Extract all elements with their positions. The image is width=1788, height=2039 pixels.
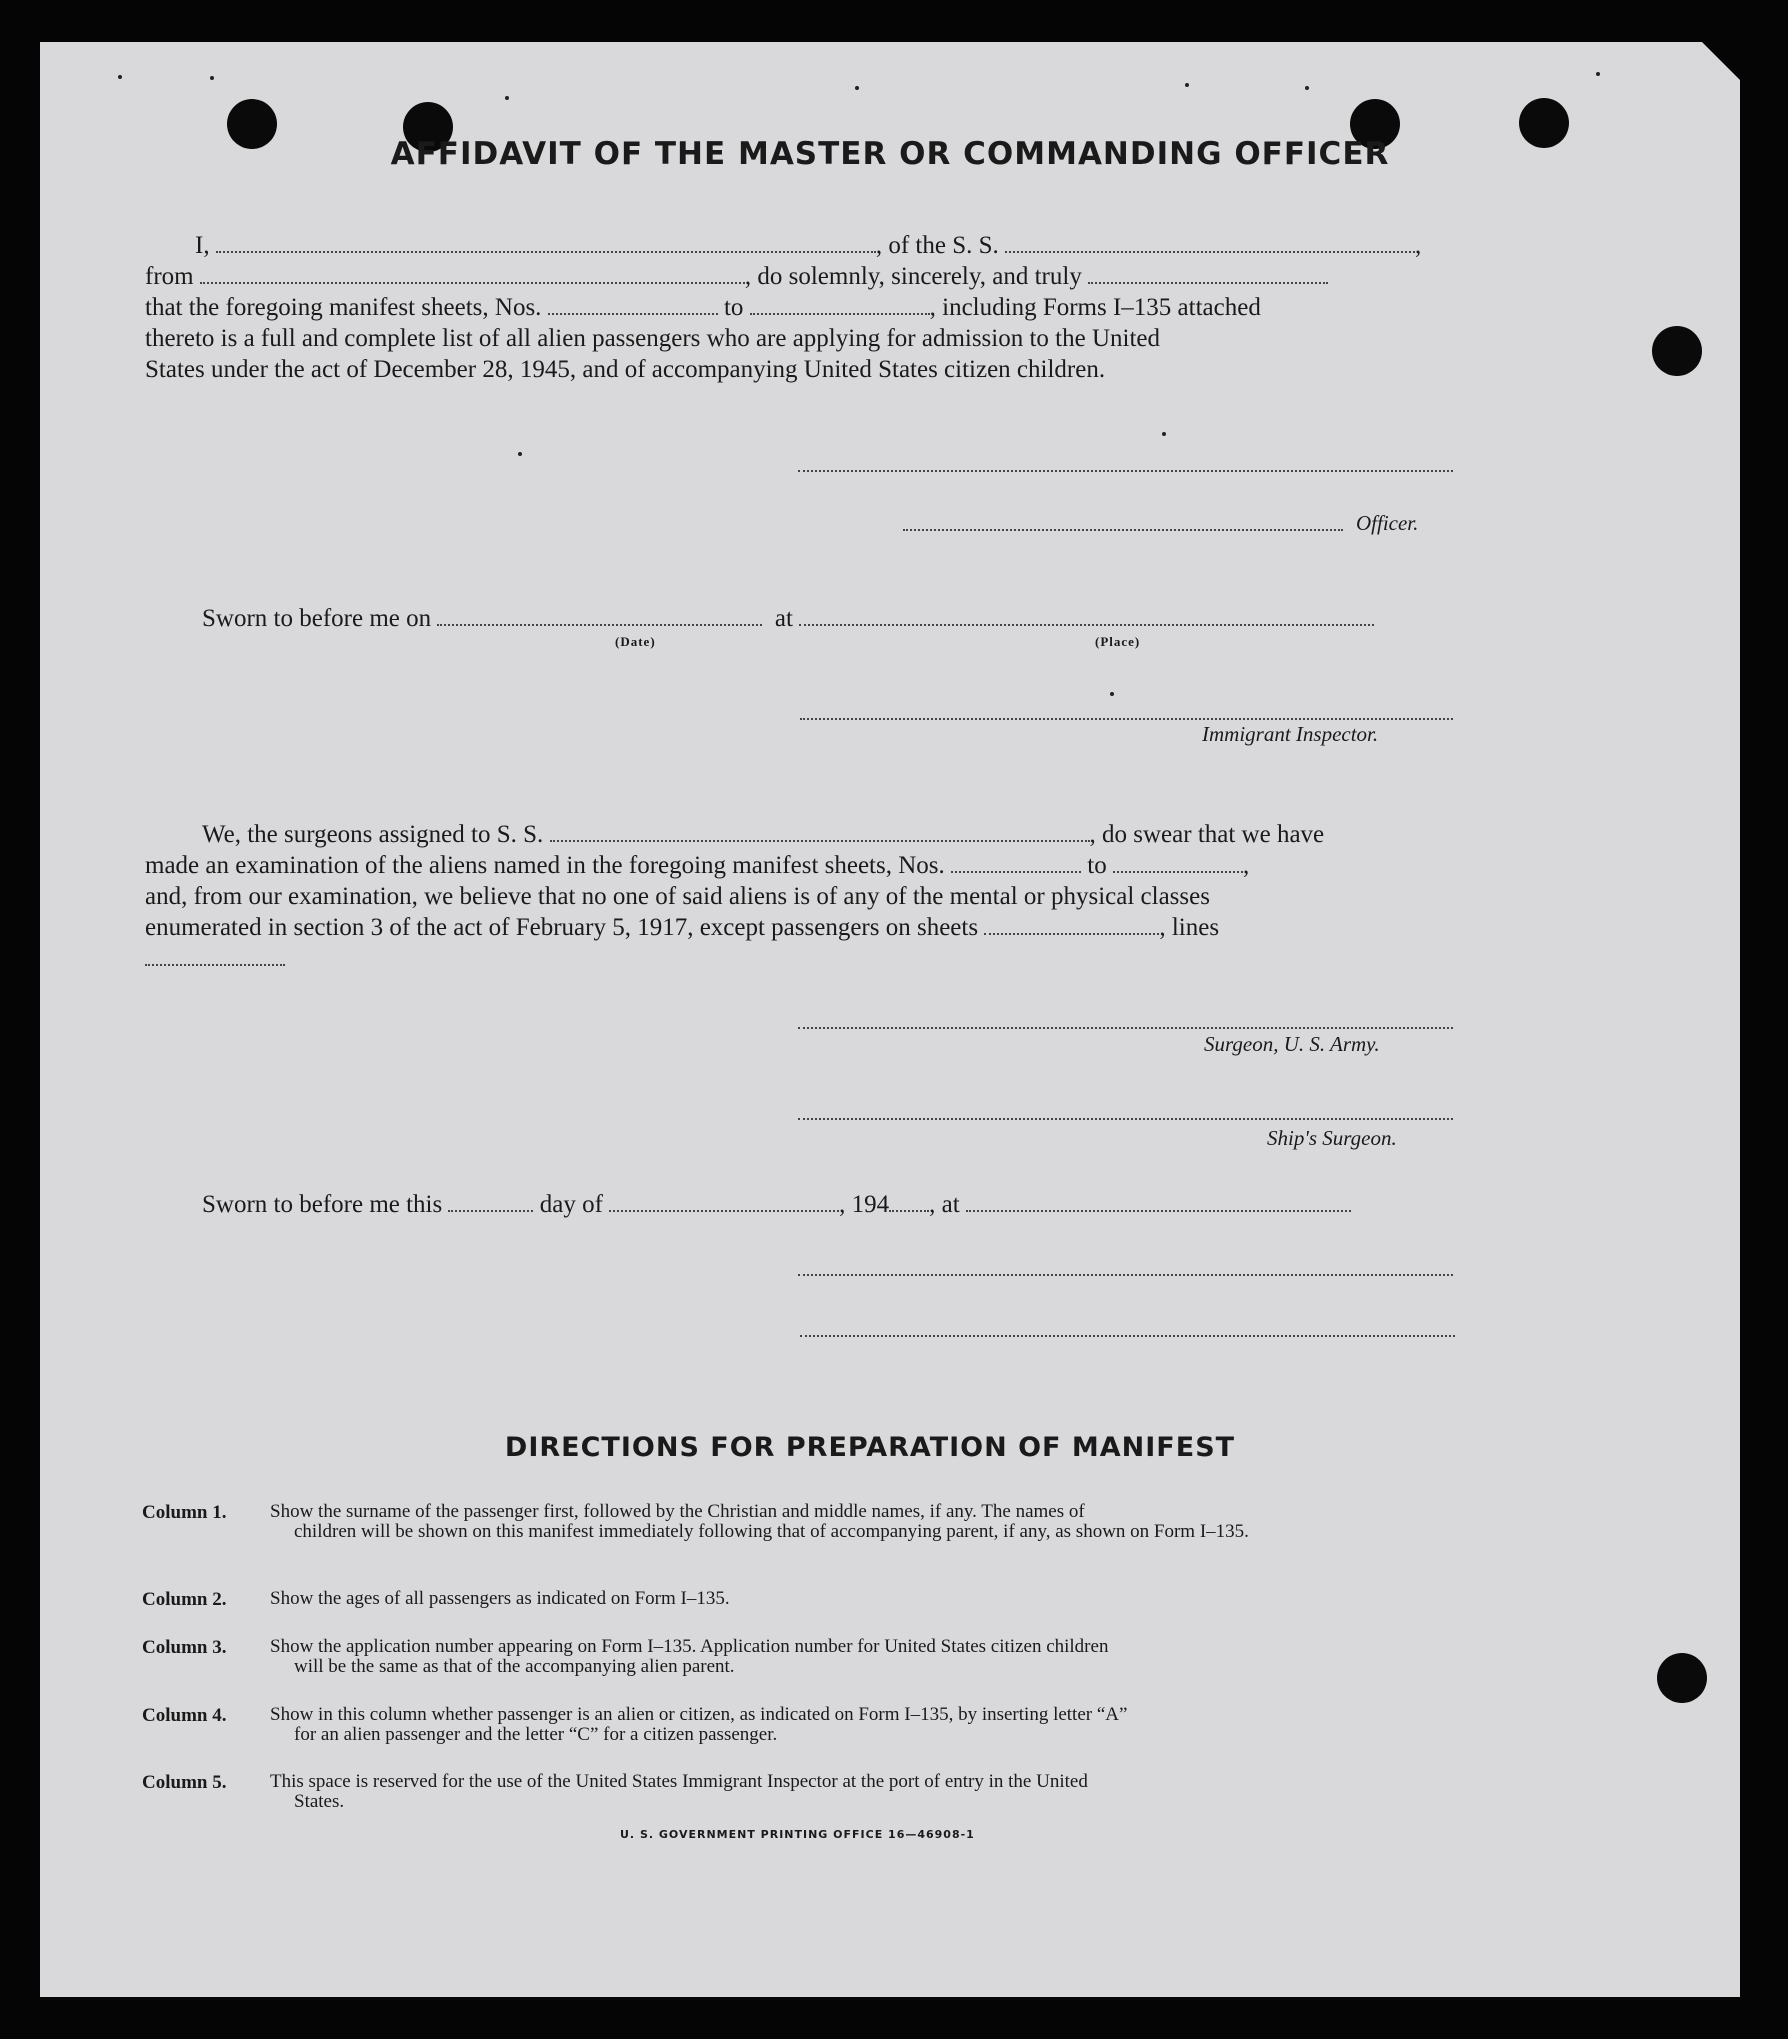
text-cont: for an alien passenger and the letter “C” for a citizen passenger. — [294, 1724, 778, 1745]
para2-line2 — [145, 851, 1249, 881]
text: day of — [539, 1191, 603, 1218]
master-signature-line[interactable] — [798, 470, 1453, 472]
exam-sheet-to-blank[interactable] — [1113, 855, 1243, 873]
text: Sworn to before me on — [202, 605, 432, 632]
speck — [518, 452, 522, 456]
sheet-to-blank[interactable] — [750, 297, 930, 315]
speck — [1185, 83, 1189, 87]
text: , do solemnly, sincerely, and truly — [744, 263, 1082, 290]
direction-label: Column 3. — [142, 1637, 227, 1658]
date-blank[interactable] — [437, 608, 762, 626]
speck — [855, 86, 859, 90]
direction-label: Column 4. — [142, 1705, 227, 1726]
ship-surgeon-label: Ship's Surgeon. — [1267, 1126, 1397, 1150]
direction-text — [270, 1705, 1454, 1745]
direction-text — [270, 1637, 1454, 1677]
sworn1-line — [202, 604, 1374, 634]
except-sheets-blank[interactable] — [984, 917, 1159, 935]
army-surgeon-label: Surgeon, U. S. Army. — [1204, 1032, 1380, 1056]
text: , at — [929, 1191, 960, 1218]
para1-line5: States under the act of December 28, 1945, and of accompanying United States citizen children. — [145, 356, 1106, 383]
surgeon-ship-blank[interactable] — [550, 824, 1090, 842]
text: to — [1087, 852, 1107, 879]
text: Show in this column whether passenger is an alien or citizen, as indicated on Form I–135, by inserting letter “A” — [270, 1704, 1128, 1725]
text: Show the surname of the passenger first, followed by the Christian and middle names, if any. The names of — [270, 1501, 1085, 1522]
text: to — [723, 294, 744, 321]
para2-line4 — [145, 913, 1219, 943]
ship-name-blank[interactable] — [1005, 235, 1415, 253]
inspector2-signature-line[interactable] — [798, 1274, 1453, 1276]
speck — [1596, 72, 1600, 76]
text: We, the surgeons assigned to S. S. — [202, 821, 544, 848]
speck — [1162, 432, 1166, 436]
punch-hole — [1652, 326, 1702, 376]
text: , — [1415, 232, 1422, 259]
day-blank[interactable] — [448, 1194, 533, 1212]
except-lines-blank[interactable] — [145, 964, 285, 966]
name-blank[interactable] — [216, 235, 876, 253]
printing-office-footer: U. S. GOVERNMENT PRINTING OFFICE 16—46908-1 — [620, 1828, 975, 1841]
sworn-place-blank[interactable] — [966, 1194, 1351, 1212]
form-page — [40, 42, 1740, 1997]
speck — [210, 76, 214, 80]
text-cont: States. — [294, 1791, 345, 1812]
text: , lines — [1159, 914, 1220, 941]
direction-text — [270, 1772, 1454, 1812]
text: , — [1242, 852, 1250, 879]
sheet-from-blank[interactable] — [548, 297, 718, 315]
para1-line3 — [145, 293, 1261, 323]
inspector-signature-line[interactable] — [800, 718, 1453, 720]
direction-text — [270, 1589, 1454, 1609]
para1-line4: thereto is a full and complete list of all alien passengers who are applying for admission to the United — [145, 325, 1161, 352]
text: Sworn to before me this — [202, 1191, 443, 1218]
officer-rank-line[interactable] — [903, 529, 1343, 531]
speck — [505, 96, 509, 100]
sworn2-line — [202, 1190, 1351, 1220]
folded-corner — [1702, 42, 1740, 80]
year-blank[interactable] — [889, 1194, 929, 1212]
text-cont: children will be shown on this manifest immediately following that of accompanying parent, if any, as shown on Form I–135. — [294, 1521, 1249, 1542]
text: , 194 — [839, 1191, 890, 1218]
punch-hole — [1657, 1653, 1707, 1703]
text: This space is reserved for the use of the United States Immigrant Inspector at the port of entry in the United — [270, 1771, 1088, 1792]
text: I, — [195, 232, 210, 259]
para1-line2 — [145, 262, 1328, 292]
direction-label: Column 5. — [142, 1772, 227, 1793]
text: Show the ages of all passengers as indicated on Form I–135. — [270, 1588, 730, 1609]
text: from — [145, 263, 194, 290]
month-blank[interactable] — [609, 1194, 839, 1212]
para1-line1 — [195, 231, 1421, 261]
text: made an examination of the aliens named in the foregoing manifest sheets, Nos. — [145, 852, 945, 879]
text: Show the application number appearing on Form I–135. Application number for United States citizen children — [270, 1636, 1109, 1657]
text: at — [774, 605, 793, 632]
speck — [118, 75, 122, 79]
direction-label: Column 1. — [142, 1502, 227, 1523]
army-surgeon-signature-line[interactable] — [798, 1027, 1453, 1029]
place-label: (Place) — [1095, 634, 1141, 649]
text: that the foregoing manifest sheets, Nos. — [145, 294, 542, 321]
text: , including Forms I–135 attached — [929, 294, 1261, 321]
ship-surgeon-signature-line[interactable] — [798, 1118, 1453, 1120]
exam-sheet-from-blank[interactable] — [951, 855, 1081, 873]
directions-title: DIRECTIONS FOR PREPARATION OF MANIFEST — [504, 1432, 1236, 1463]
place-blank[interactable] — [799, 608, 1374, 626]
speck — [1110, 692, 1114, 696]
text: enumerated in section 3 of the act of February 5, 1917, except passengers on sheets — [145, 914, 979, 941]
from-blank[interactable] — [200, 266, 745, 284]
text: , of the S. S. — [875, 232, 999, 259]
affidavit-title: AFFIDAVIT OF THE MASTER OR COMMANDING OFFICER — [390, 136, 1390, 172]
para2-line3: and, from our examination, we believe that no one of said aliens is of any of the mental or physical classes — [145, 883, 1210, 910]
date-label: (Date) — [615, 634, 656, 649]
direction-text — [270, 1502, 1454, 1542]
para2-line1 — [202, 820, 1324, 850]
declare-blank[interactable] — [1088, 266, 1328, 284]
inspector-label: Immigrant Inspector. — [1202, 722, 1379, 746]
text-cont: will be the same as that of the accompanying alien parent. — [294, 1656, 735, 1677]
speck — [1305, 86, 1309, 90]
inspector2-title-line[interactable] — [800, 1335, 1455, 1337]
text: , do swear that we have — [1089, 821, 1325, 848]
direction-label: Column 2. — [142, 1589, 227, 1610]
officer-label: Officer. — [1356, 511, 1419, 535]
